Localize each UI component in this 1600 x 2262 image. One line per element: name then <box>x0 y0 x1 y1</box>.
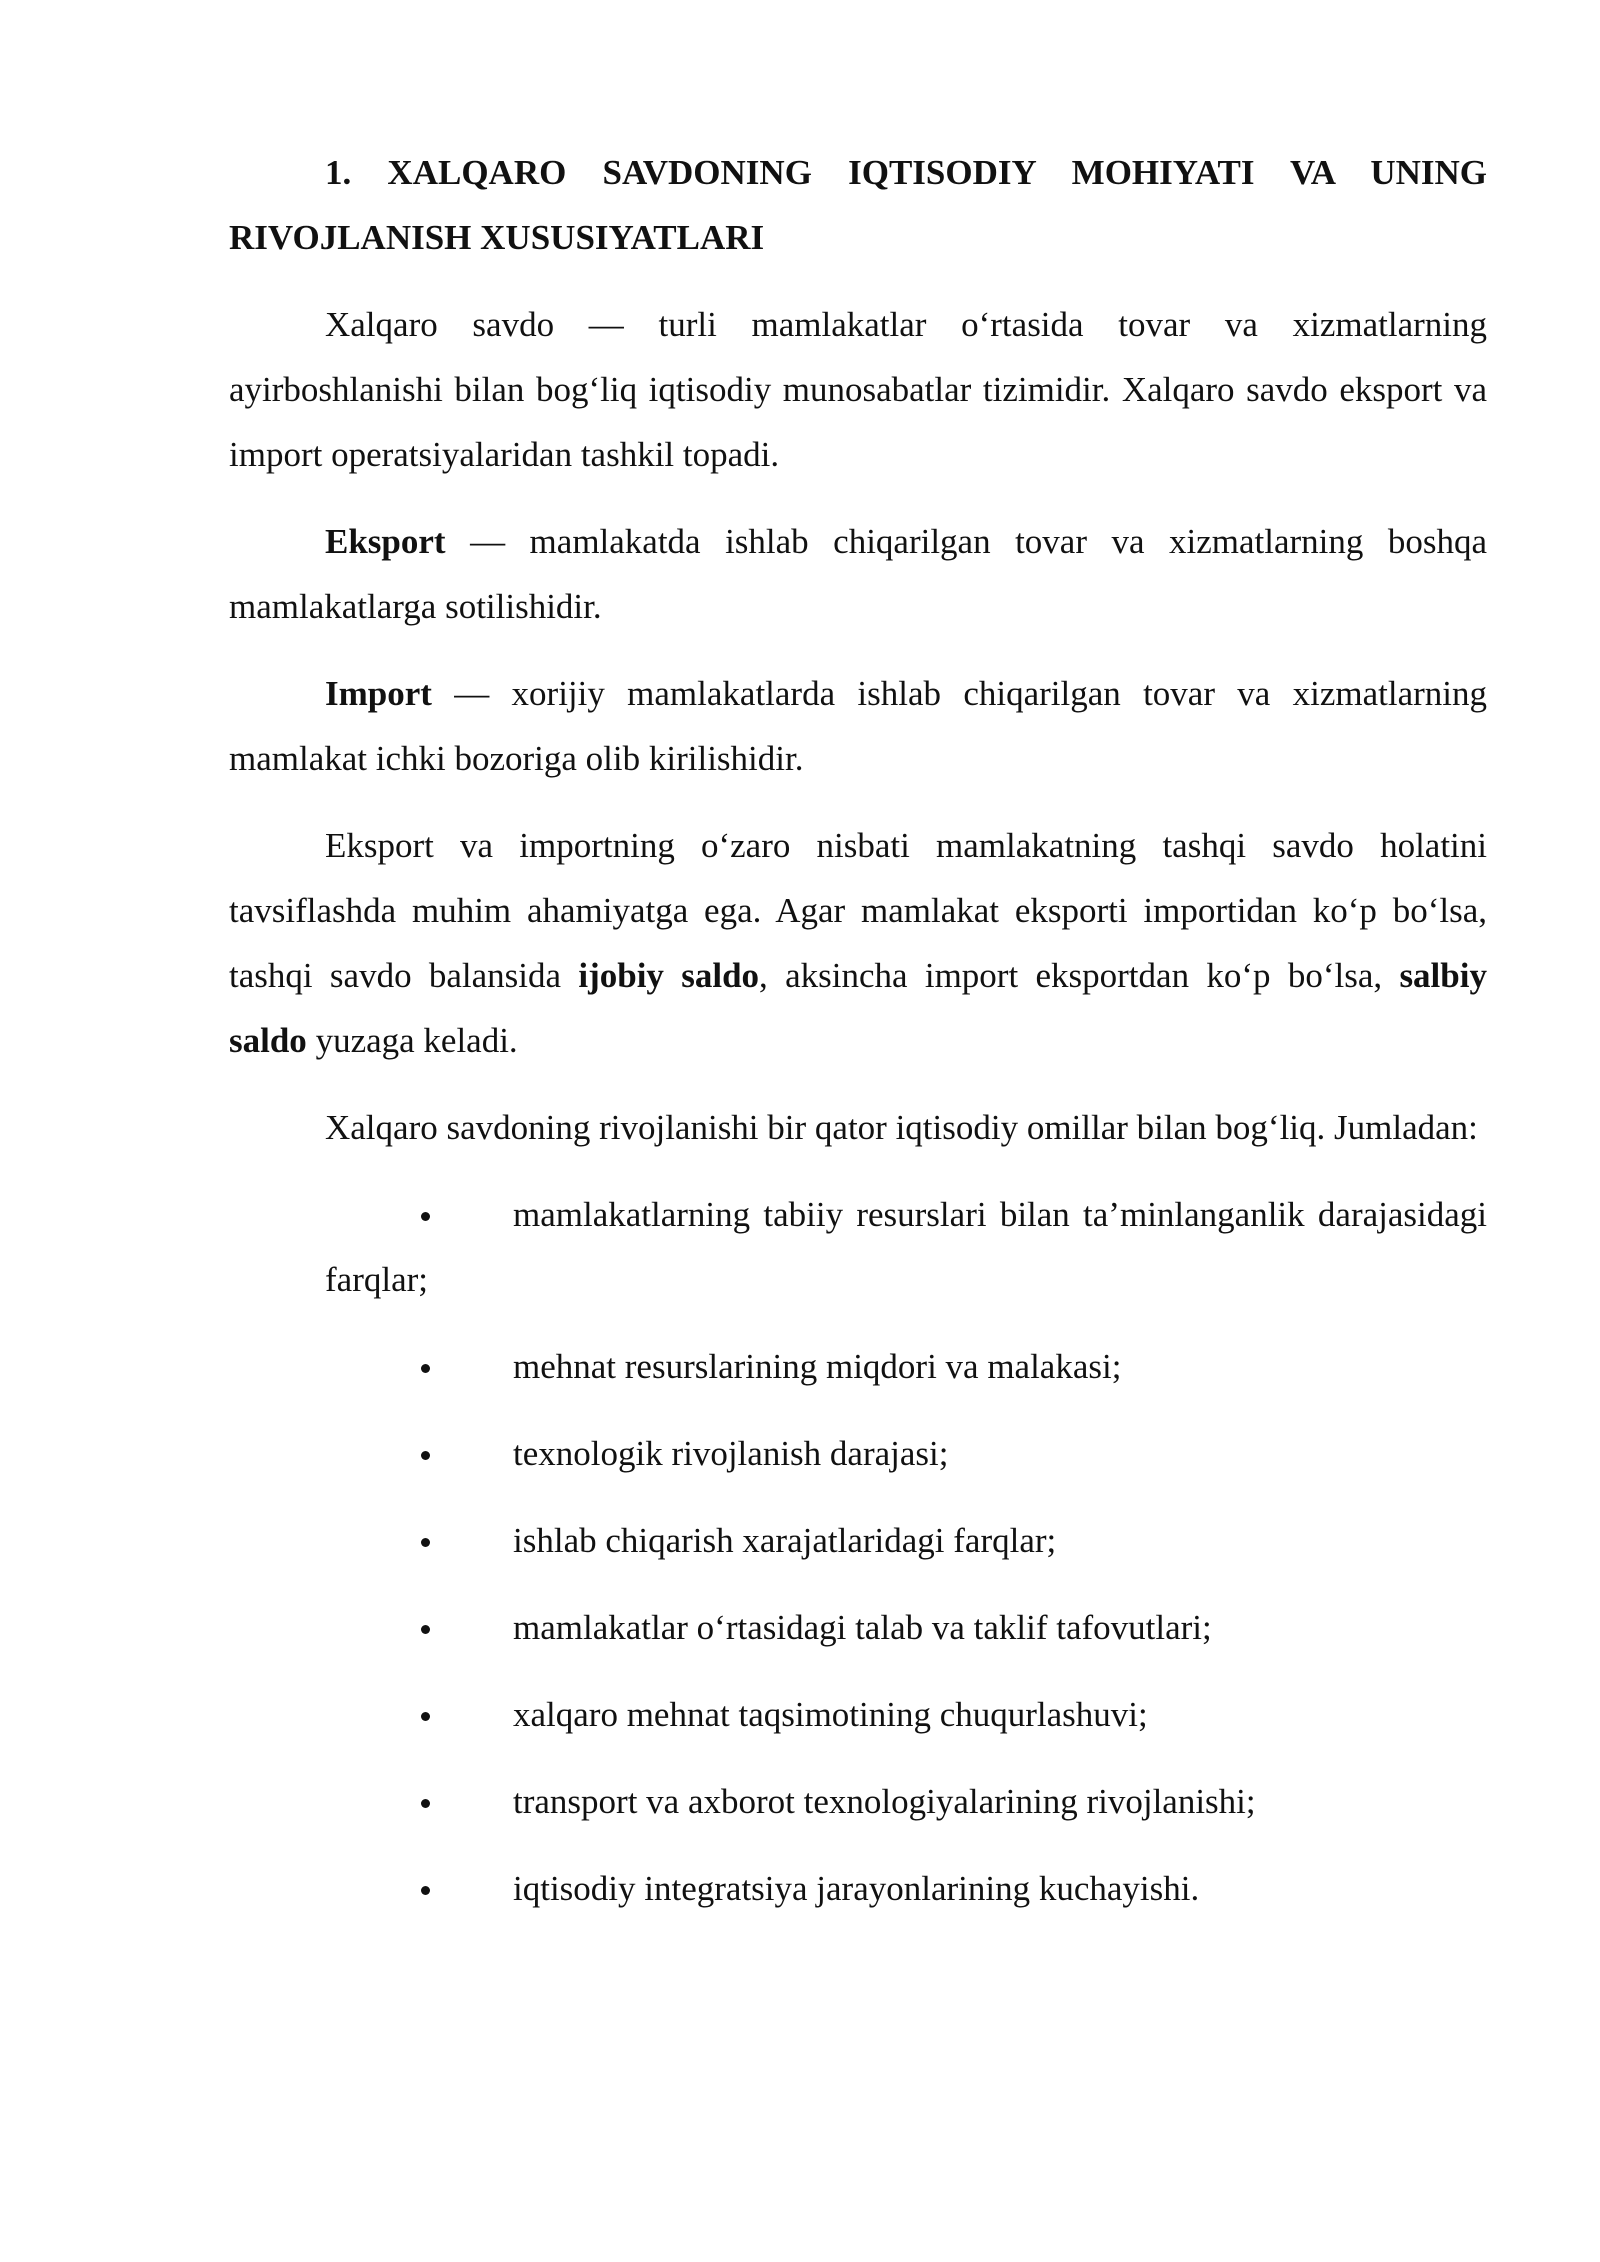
list-item <box>325 1595 1487 1660</box>
list-item <box>325 1182 1487 1312</box>
list-item-text: mehnat resurslarining miqdori va malakasi; <box>513 1347 1122 1386</box>
balance-text-3: yuzaga keladi. <box>306 1021 518 1060</box>
paragraph-factors-intro: Xalqaro savdoning rivojlanishi bir qator iqtisodiy omillar bilan bog‘liq. Jumladan: <box>325 1108 1478 1147</box>
list-item <box>325 1682 1487 1747</box>
balance-text-2: , aksincha import eksportdan ko‘p bo‘lsa, <box>759 956 1400 995</box>
list-item-text: iqtisodiy integratsiya jarayonlarining kuchayishi. <box>513 1869 1200 1908</box>
paragraph-definition: Xalqaro savdo — turli mamlakatlar o‘rtasida tovar va xizmatlarning ayirboshlanishi bilan bog‘liq iqtisodiy munosabatlar tizimidir. Xalqaro savdo eksport va import operatsiyalaridan tashkil topadi. <box>229 305 1487 474</box>
term-import: Import <box>325 674 432 713</box>
paragraph-export <box>229 509 1487 639</box>
document-page <box>229 140 1487 1943</box>
paragraph-import <box>229 661 1487 791</box>
paragraph-trade-balance <box>229 813 1487 1073</box>
factors-list <box>229 1182 1487 1921</box>
term-negative-saldo: salbiy saldo <box>229 956 1487 1060</box>
list-item-text: ishlab chiqarish xarajatlaridagi farqlar; <box>513 1521 1057 1560</box>
export-definition: — mamlakatda ishlab chiqarilgan tovar va xizmatlarning boshqa mamlakatlarga sotilishidir. <box>229 522 1487 626</box>
list-item-text: texnologik rivojlanish darajasi; <box>513 1434 949 1473</box>
list-item <box>325 1421 1487 1486</box>
term-export: Eksport <box>325 522 446 561</box>
import-definition: — xorijiy mamlakatlarda ishlab chiqarilgan tovar va xizmatlarning mamlakat ichki bozoriga olib kirilishidir. <box>229 674 1487 778</box>
list-item <box>325 1508 1487 1573</box>
list-item-text: transport va axborot texnologiyalarining rivojlanishi; <box>513 1782 1256 1821</box>
list-item <box>325 1856 1487 1921</box>
term-positive-saldo: ijobiy saldo <box>578 956 760 995</box>
balance-text-1: Eksport va importning o‘zaro nisbati mamlakatning tashqi savdo holatini tavsiflashda muhim ahamiyatga ega. Agar mamlakat eksporti importidan ko‘p bo‘lsa, tashqi savdo balansida <box>229 826 1487 995</box>
list-item-text: xalqaro mehnat taqsimotining chuqurlashuvi; <box>513 1695 1148 1734</box>
list-item-text: mamlakatlarning tabiiy resurslari bilan ta’minlanganlik darajasidagi farqlar; <box>325 1195 1487 1299</box>
list-item <box>325 1769 1487 1834</box>
section-heading: 1. XALQARO SAVDONING IQTISODIY MOHIYATI VA UNING RIVOJLANISH XUSUSIYATLARI <box>229 153 1487 257</box>
list-item <box>325 1334 1487 1399</box>
list-item-text: mamlakatlar o‘rtasidagi talab va taklif tafovutlari; <box>513 1608 1212 1647</box>
